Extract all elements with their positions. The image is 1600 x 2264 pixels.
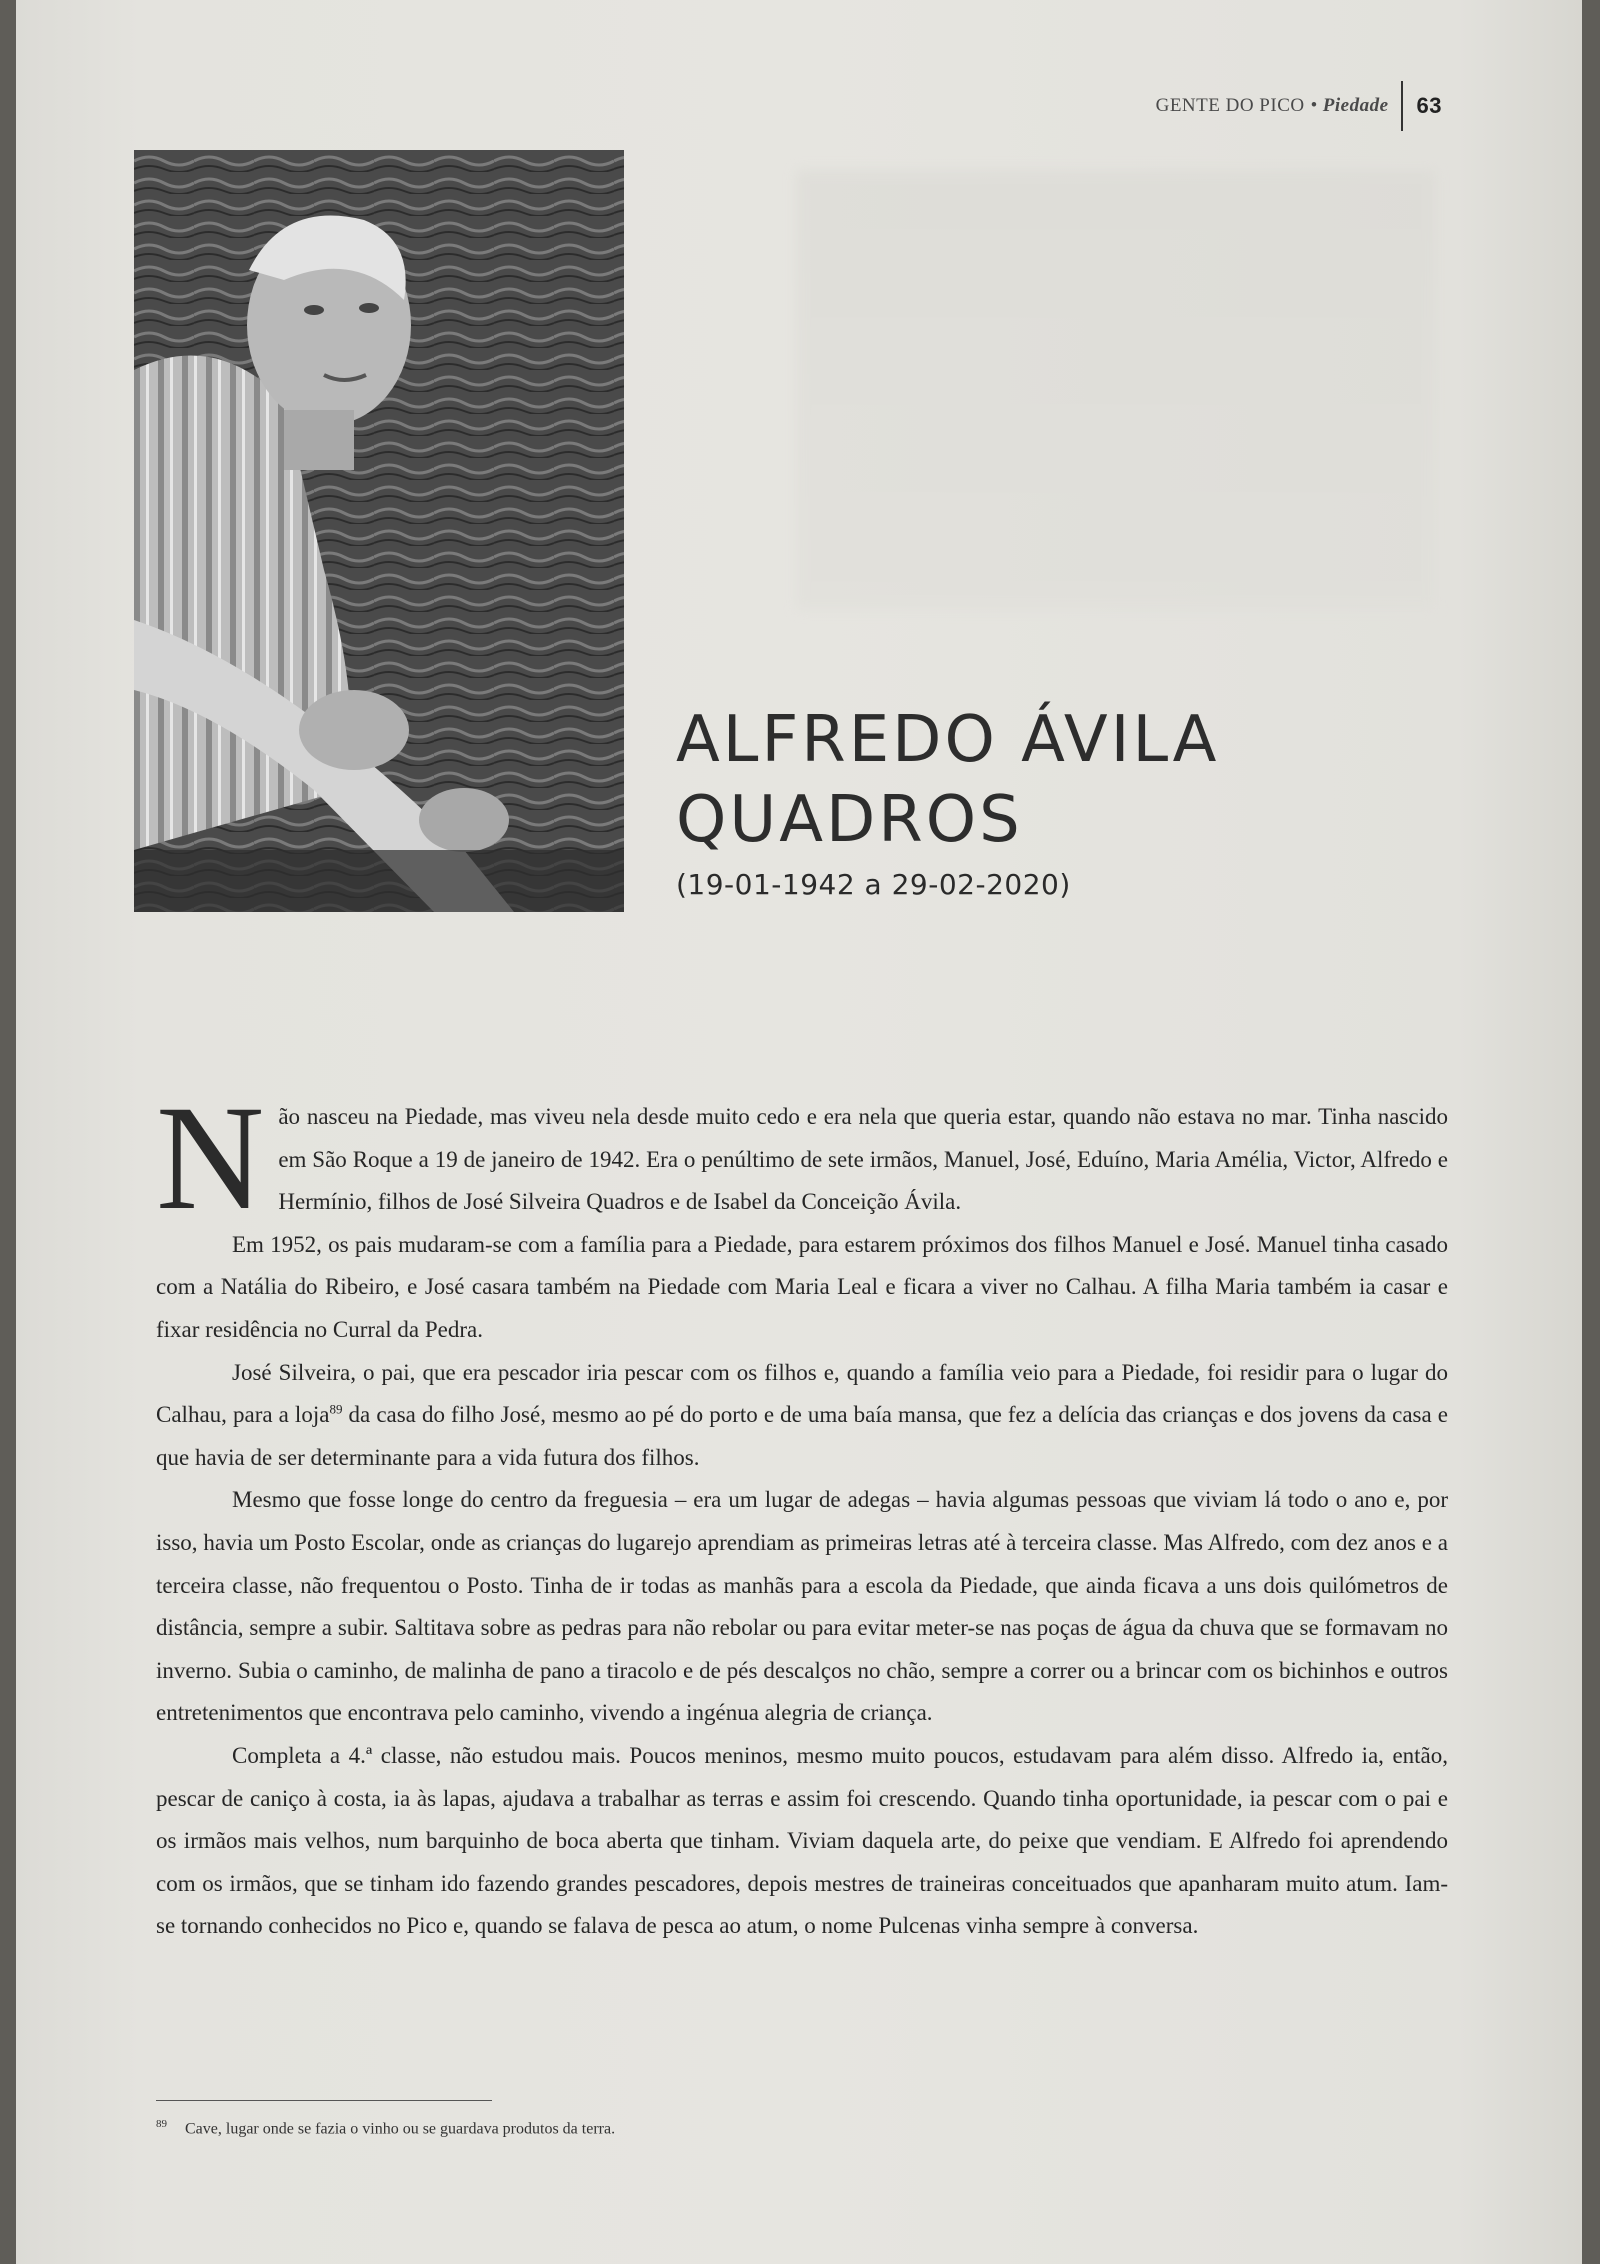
- paragraph-5: Completa a 4.ª classe, não estudou mais. Poucos meninos, mesmo muito poucos, estudavam para além disso. Alfredo ia, então, pescar de caniço à costa, ia às lapas, ajudava a trabalhar as terras e assim foi crescendo. Quando tinha oportunidade, ia pescar com o pai e os irmãos mais velhos, num barquinho de boca aberta que tinham. Viviam daquela arte, do peixe que vendiam. E Alfredo foi aprendendo com os irmãos, que se tinham ido fazendo grandes pescadores, depois mestres de traineiras conceituados que apanharam muito atum. Iam-se tornando conhecidos no Pico e, quando se falava de pesca ao atum, o nome Pulcenas vinha sempre à conversa.: [156, 1742, 1448, 1939]
- footnote-rule: [156, 2100, 492, 2101]
- footnote: [156, 2118, 615, 2138]
- article-body: [156, 1075, 1449, 1948]
- paragraph-1: [156, 1075, 1448, 1241]
- portrait-photo-icon: [134, 150, 624, 912]
- article-title: [676, 700, 1476, 860]
- title-line-2: QUADROS: [676, 783, 1023, 857]
- footnote-number: 89: [156, 2118, 167, 2130]
- paragraph-3: [156, 1352, 1448, 1480]
- paragraph-1-text: ão nasceu na Piedade, mas viveu nela desde muito cedo e era nela que queria estar, quando não estava no mar. Tinha nascido em São Roque a 19 de janeiro de 1942. Era o penúltimo de sete irmãos, Manuel, José, Eduíno, Maria Amélia, Victor, Alfredo e Hermínio, filhos de José Silveira Quadros e de Isabel da Conceição Ávila.: [278, 1104, 1448, 1215]
- footnote-text: Cave, lugar onde se fazia o vinho ou se guardava produtos da terra.: [185, 2120, 616, 2138]
- bleed-through-shadow: [796, 170, 1436, 610]
- paragraph-2: Em 1952, os pais mudaram-se com a família para a Piedade, para estarem próximos dos filhos Manuel e José. Manuel tinha casado com a Natália do Ribeiro, e José casara também na Piedade com Maria Leal e ficara a viver no Calhau. A filha Maria também ia casar e fixar residência no Curral da Pedra.: [156, 1231, 1448, 1342]
- drop-cap: N: [156, 1075, 265, 1241]
- article-title-block: [676, 700, 1476, 901]
- header-divider: [1401, 81, 1403, 131]
- book-page: [16, 0, 1582, 2264]
- book-title: GENTE DO PICO: [1155, 95, 1305, 116]
- paragraph-3-text-a: José Silveira, o pai, que era pescador iria pescar com os filhos e, quando a família veio para a Piedade, foi residir para o lugar do Calhau, para a loja: [156, 1359, 1448, 1428]
- portrait-photo-drawing: [134, 150, 624, 912]
- header-bullet: •: [1310, 95, 1318, 116]
- footnote-reference[interactable]: 89: [329, 1401, 343, 1417]
- running-header: [1156, 80, 1442, 132]
- paragraph-3-text-b: da casa do filho José, mesmo ao pé do porto e de uma baía mansa, que fez a delícia das crianças e dos jovens da casa e que havia de ser determinante para a vida futura dos filhos.: [156, 1402, 1449, 1470]
- section-name: Piedade: [1322, 95, 1389, 116]
- life-dates: (19-01-1942 a 29-02-2020): [676, 868, 1071, 901]
- paragraph-4: Mesmo que fosse longe do centro da freguesia – era um lugar de adegas – havia algumas pessoas que viviam lá todo o ano e, por isso, havia um Posto Escolar, onde as crianças do lugarejo aprendiam as primeiras letras até à terceira classe. Mas Alfredo, com dez anos e a terceira classe, não frequentou o Posto. Tinha de ir todas as manhãs para a escola da Piedade, que ainda ficava a uns dois quilómetros de distância, sempre a subir. Saltitava sobre as pedras para não rebolar ou para evitar meter-se nas poças de água da chuva que se formavam no inverno. Subia o caminho, de malinha de pano a tiracolo e de pés descalços no chão, sempre a correr ou a brincar com os bichinhos e outros entretenimentos que encontrava pelo caminho, vivendo a ingénua alegria de criança.: [156, 1487, 1448, 1726]
- title-line-1: ALFREDO ÁVILA: [676, 703, 1220, 777]
- page-number: 63: [1416, 93, 1442, 118]
